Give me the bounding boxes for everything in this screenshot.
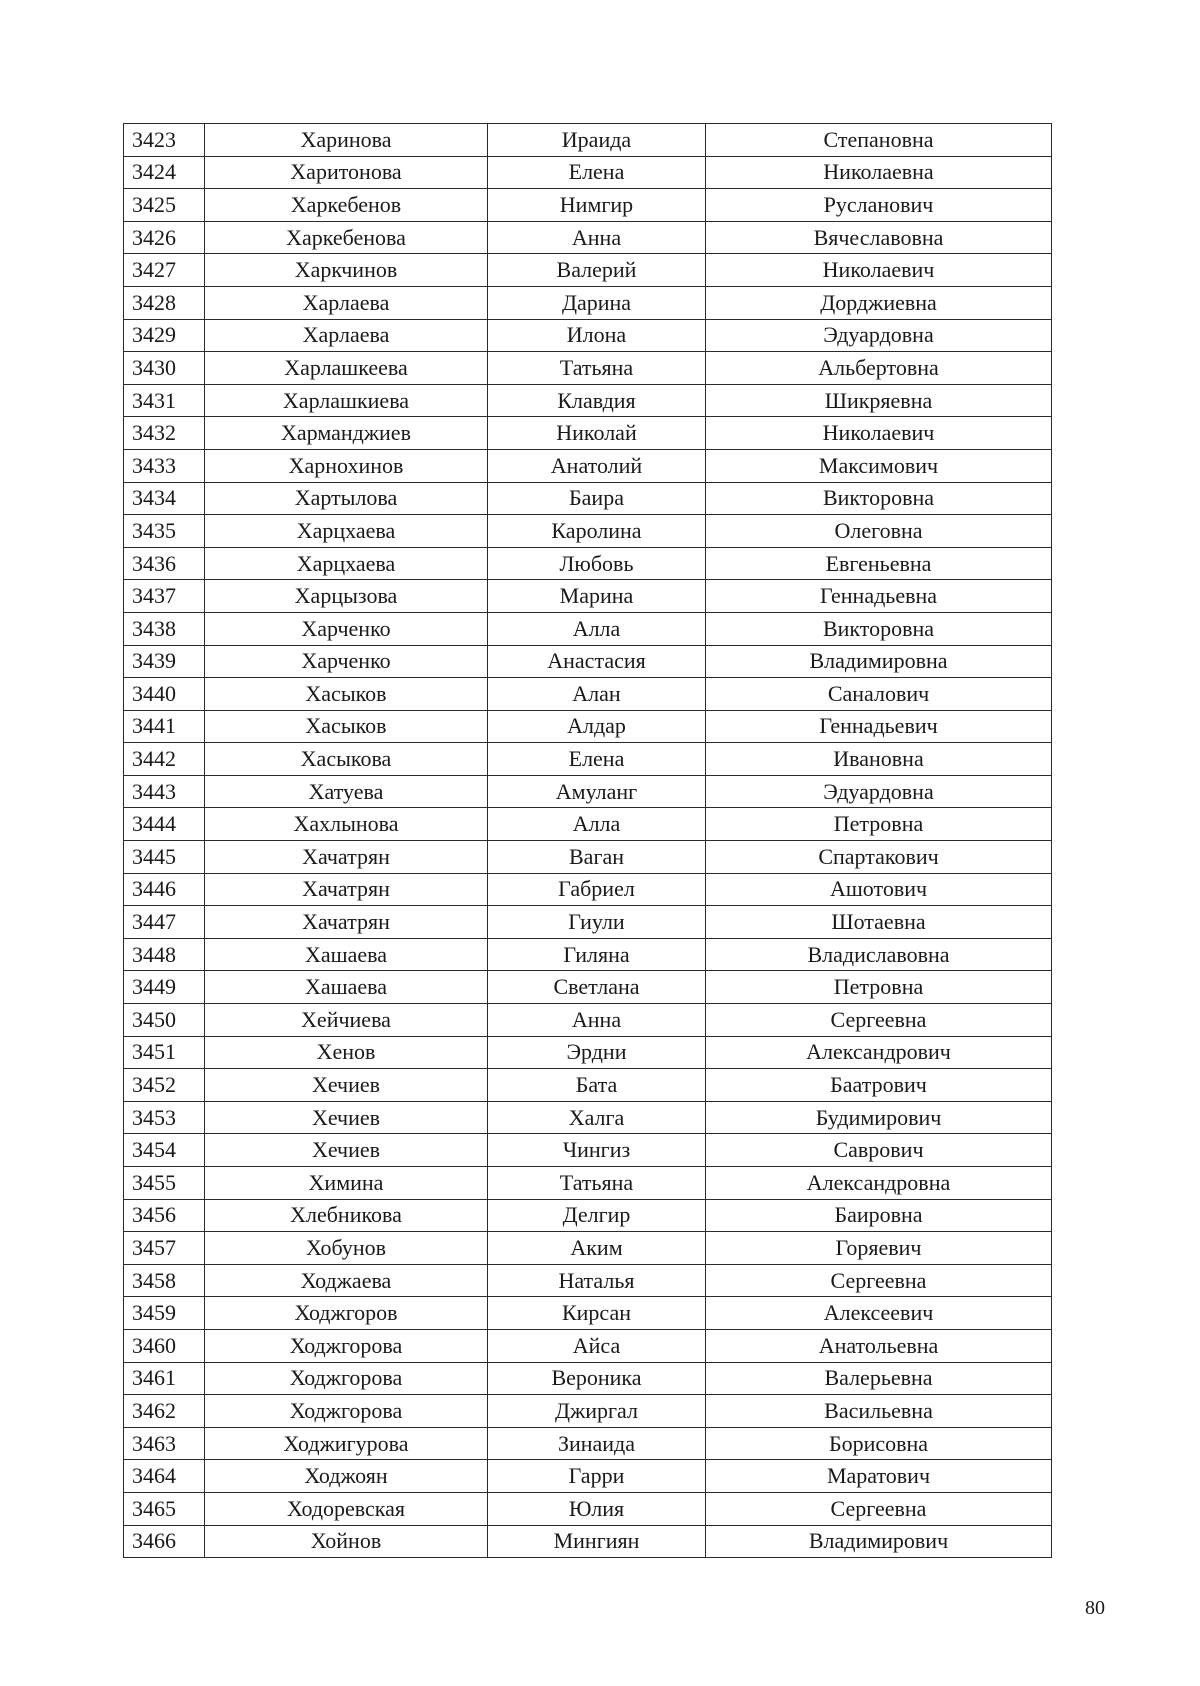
first-name-cell: Гарри xyxy=(488,1460,706,1493)
row-number-cell: 3440 xyxy=(124,678,205,711)
row-number-cell: 3461 xyxy=(124,1362,205,1395)
row-number-cell: 3456 xyxy=(124,1199,205,1232)
surname-cell: Хасыкова xyxy=(205,743,488,776)
table-row xyxy=(124,124,1052,157)
first-name-cell: Елена xyxy=(488,156,706,189)
first-name-cell: Юлия xyxy=(488,1492,706,1525)
surname-cell: Хатуева xyxy=(205,775,488,808)
table-row xyxy=(124,482,1052,515)
first-name-cell: Амуланг xyxy=(488,775,706,808)
surname-cell: Ходжгоров xyxy=(205,1297,488,1330)
row-number-cell: 3437 xyxy=(124,580,205,613)
table-row xyxy=(124,1167,1052,1200)
first-name-cell: Ираида xyxy=(488,124,706,157)
patronymic-cell: Александрович xyxy=(706,1036,1052,1069)
surname-cell: Харитонова xyxy=(205,156,488,189)
patronymic-cell: Сергеевна xyxy=(706,1004,1052,1037)
first-name-cell: Анатолий xyxy=(488,449,706,482)
row-number-cell: 3434 xyxy=(124,482,205,515)
patronymic-cell: Максимович xyxy=(706,449,1052,482)
surname-cell: Хейчиева xyxy=(205,1004,488,1037)
first-name-cell: Дарина xyxy=(488,286,706,319)
table-row xyxy=(124,1395,1052,1428)
first-name-cell: Анна xyxy=(488,221,706,254)
patronymic-cell: Николаевич xyxy=(706,417,1052,450)
row-number-cell: 3425 xyxy=(124,189,205,222)
patronymic-cell: Александровна xyxy=(706,1167,1052,1200)
table-row xyxy=(124,189,1052,222)
table-row xyxy=(124,1036,1052,1069)
surname-cell: Ходжгорова xyxy=(205,1395,488,1428)
surname-cell: Хечиев xyxy=(205,1101,488,1134)
patronymic-cell: Алексеевич xyxy=(706,1297,1052,1330)
first-name-cell: Наталья xyxy=(488,1264,706,1297)
first-name-cell: Нимгир xyxy=(488,189,706,222)
surname-cell: Харинова xyxy=(205,124,488,157)
surname-cell: Хашаева xyxy=(205,971,488,1004)
first-name-cell: Джиргал xyxy=(488,1395,706,1428)
table-row xyxy=(124,449,1052,482)
table-row xyxy=(124,678,1052,711)
patronymic-cell: Шикряевна xyxy=(706,384,1052,417)
patronymic-cell: Владиславовна xyxy=(706,938,1052,971)
row-number-cell: 3449 xyxy=(124,971,205,1004)
first-name-cell: Эрдни xyxy=(488,1036,706,1069)
patronymic-cell: Сергеевна xyxy=(706,1264,1052,1297)
first-name-cell: Аким xyxy=(488,1232,706,1265)
table-row xyxy=(124,254,1052,287)
row-number-cell: 3452 xyxy=(124,1069,205,1102)
table-row xyxy=(124,808,1052,841)
table-row xyxy=(124,515,1052,548)
row-number-cell: 3435 xyxy=(124,515,205,548)
surname-cell: Харкебенов xyxy=(205,189,488,222)
surname-cell: Хенов xyxy=(205,1036,488,1069)
table-row xyxy=(124,906,1052,939)
first-name-cell: Баира xyxy=(488,482,706,515)
table-row xyxy=(124,352,1052,385)
surname-cell: Хасыков xyxy=(205,710,488,743)
surname-cell: Хечиев xyxy=(205,1134,488,1167)
table-row xyxy=(124,743,1052,776)
patronymic-cell: Эдуардовна xyxy=(706,775,1052,808)
row-number-cell: 3423 xyxy=(124,124,205,157)
table-row xyxy=(124,417,1052,450)
row-number-cell: 3427 xyxy=(124,254,205,287)
table-row xyxy=(124,384,1052,417)
patronymic-cell: Ивановна xyxy=(706,743,1052,776)
surname-cell: Хечиев xyxy=(205,1069,488,1102)
patronymic-cell: Саврович xyxy=(706,1134,1052,1167)
surname-cell: Хачатрян xyxy=(205,841,488,874)
row-number-cell: 3466 xyxy=(124,1525,205,1558)
surname-cell: Харкчинов xyxy=(205,254,488,287)
patronymic-cell: Владимировна xyxy=(706,645,1052,678)
surname-cell: Ходжгорова xyxy=(205,1329,488,1362)
patronymic-cell: Баатрович xyxy=(706,1069,1052,1102)
table-row xyxy=(124,1134,1052,1167)
table-row xyxy=(124,1525,1052,1558)
surname-cell: Харлашкиева xyxy=(205,384,488,417)
patronymic-cell: Степановна xyxy=(706,124,1052,157)
table-row xyxy=(124,1492,1052,1525)
row-number-cell: 3459 xyxy=(124,1297,205,1330)
table-row xyxy=(124,775,1052,808)
patronymic-cell: Владимирович xyxy=(706,1525,1052,1558)
first-name-cell: Алдар xyxy=(488,710,706,743)
patronymic-cell: Борисовна xyxy=(706,1427,1052,1460)
patronymic-cell: Викторовна xyxy=(706,482,1052,515)
table-row xyxy=(124,580,1052,613)
surname-cell: Харцхаева xyxy=(205,547,488,580)
first-name-cell: Татьяна xyxy=(488,352,706,385)
first-name-cell: Клавдия xyxy=(488,384,706,417)
first-name-cell: Алла xyxy=(488,612,706,645)
row-number-cell: 3458 xyxy=(124,1264,205,1297)
first-name-cell: Гиули xyxy=(488,906,706,939)
row-number-cell: 3455 xyxy=(124,1167,205,1200)
patronymic-cell: Васильевна xyxy=(706,1395,1052,1428)
surname-cell: Харлаева xyxy=(205,286,488,319)
patronymic-cell: Альбертовна xyxy=(706,352,1052,385)
surname-cell: Харлашкеева xyxy=(205,352,488,385)
table-row xyxy=(124,1232,1052,1265)
first-name-cell: Татьяна xyxy=(488,1167,706,1200)
table-row xyxy=(124,221,1052,254)
patronymic-cell: Баировна xyxy=(706,1199,1052,1232)
patronymic-cell: Дорджиевна xyxy=(706,286,1052,319)
surname-cell: Харцхаева xyxy=(205,515,488,548)
row-number-cell: 3431 xyxy=(124,384,205,417)
table-row xyxy=(124,710,1052,743)
row-number-cell: 3433 xyxy=(124,449,205,482)
table-row xyxy=(124,612,1052,645)
patronymic-cell: Николаевна xyxy=(706,156,1052,189)
surname-cell: Хачатрян xyxy=(205,873,488,906)
table-row xyxy=(124,1460,1052,1493)
surname-cell: Харченко xyxy=(205,612,488,645)
row-number-cell: 3443 xyxy=(124,775,205,808)
surname-cell: Ходжигурова xyxy=(205,1427,488,1460)
table-row xyxy=(124,1101,1052,1134)
table-row xyxy=(124,1362,1052,1395)
name-table-body xyxy=(124,124,1052,1558)
row-number-cell: 3445 xyxy=(124,841,205,874)
first-name-cell: Светлана xyxy=(488,971,706,1004)
surname-cell: Ходжгорова xyxy=(205,1362,488,1395)
row-number-cell: 3453 xyxy=(124,1101,205,1134)
table-row xyxy=(124,1199,1052,1232)
patronymic-cell: Петровна xyxy=(706,808,1052,841)
surname-cell: Хасыков xyxy=(205,678,488,711)
first-name-cell: Айса xyxy=(488,1329,706,1362)
table-row xyxy=(124,971,1052,1004)
surname-cell: Харцызова xyxy=(205,580,488,613)
row-number-cell: 3457 xyxy=(124,1232,205,1265)
row-number-cell: 3430 xyxy=(124,352,205,385)
row-number-cell: 3454 xyxy=(124,1134,205,1167)
surname-cell: Харкебенова xyxy=(205,221,488,254)
first-name-cell: Вероника xyxy=(488,1362,706,1395)
patronymic-cell: Горяевич xyxy=(706,1232,1052,1265)
surname-cell: Ходоревская xyxy=(205,1492,488,1525)
patronymic-cell: Николаевич xyxy=(706,254,1052,287)
patronymic-cell: Вячеславовна xyxy=(706,221,1052,254)
surname-cell: Харлаева xyxy=(205,319,488,352)
surname-cell: Харнохинов xyxy=(205,449,488,482)
first-name-cell: Бата xyxy=(488,1069,706,1102)
first-name-cell: Чингиз xyxy=(488,1134,706,1167)
first-name-cell: Гиляна xyxy=(488,938,706,971)
first-name-cell: Любовь xyxy=(488,547,706,580)
row-number-cell: 3464 xyxy=(124,1460,205,1493)
row-number-cell: 3438 xyxy=(124,612,205,645)
table-row xyxy=(124,938,1052,971)
first-name-cell: Габриел xyxy=(488,873,706,906)
first-name-cell: Кирсан xyxy=(488,1297,706,1330)
surname-cell: Харманджиев xyxy=(205,417,488,450)
surname-cell: Хачатрян xyxy=(205,906,488,939)
row-number-cell: 3428 xyxy=(124,286,205,319)
table-row xyxy=(124,873,1052,906)
first-name-cell: Анастасия xyxy=(488,645,706,678)
first-name-cell: Зинаида xyxy=(488,1427,706,1460)
row-number-cell: 3465 xyxy=(124,1492,205,1525)
patronymic-cell: Эдуардовна xyxy=(706,319,1052,352)
row-number-cell: 3462 xyxy=(124,1395,205,1428)
patronymic-cell: Геннадьевич xyxy=(706,710,1052,743)
row-number-cell: 3448 xyxy=(124,938,205,971)
table-row xyxy=(124,156,1052,189)
patronymic-cell: Спартакович xyxy=(706,841,1052,874)
first-name-cell: Ваган xyxy=(488,841,706,874)
surname-cell: Хойнов xyxy=(205,1525,488,1558)
table-row xyxy=(124,645,1052,678)
row-number-cell: 3442 xyxy=(124,743,205,776)
patronymic-cell: Евгеньевна xyxy=(706,547,1052,580)
row-number-cell: 3460 xyxy=(124,1329,205,1362)
row-number-cell: 3439 xyxy=(124,645,205,678)
first-name-cell: Марина xyxy=(488,580,706,613)
row-number-cell: 3450 xyxy=(124,1004,205,1037)
row-number-cell: 3436 xyxy=(124,547,205,580)
table-row xyxy=(124,1004,1052,1037)
surname-cell: Хлебникова xyxy=(205,1199,488,1232)
first-name-cell: Каролина xyxy=(488,515,706,548)
surname-cell: Ходжаева xyxy=(205,1264,488,1297)
name-table xyxy=(123,123,1052,1558)
surname-cell: Хашаева xyxy=(205,938,488,971)
table-row xyxy=(124,286,1052,319)
patronymic-cell: Анатольевна xyxy=(706,1329,1052,1362)
first-name-cell: Елена xyxy=(488,743,706,776)
first-name-cell: Мингиян xyxy=(488,1525,706,1558)
first-name-cell: Халга xyxy=(488,1101,706,1134)
row-number-cell: 3451 xyxy=(124,1036,205,1069)
first-name-cell: Николай xyxy=(488,417,706,450)
first-name-cell: Валерий xyxy=(488,254,706,287)
first-name-cell: Делгир xyxy=(488,1199,706,1232)
patronymic-cell: Русланович xyxy=(706,189,1052,222)
surname-cell: Хахлынова xyxy=(205,808,488,841)
row-number-cell: 3429 xyxy=(124,319,205,352)
first-name-cell: Анна xyxy=(488,1004,706,1037)
surname-cell: Харченко xyxy=(205,645,488,678)
surname-cell: Хартылова xyxy=(205,482,488,515)
patronymic-cell: Викторовна xyxy=(706,612,1052,645)
surname-cell: Химина xyxy=(205,1167,488,1200)
patronymic-cell: Петровна xyxy=(706,971,1052,1004)
row-number-cell: 3447 xyxy=(124,906,205,939)
first-name-cell: Алла xyxy=(488,808,706,841)
patronymic-cell: Будимирович xyxy=(706,1101,1052,1134)
table-row xyxy=(124,1297,1052,1330)
patronymic-cell: Сергеевна xyxy=(706,1492,1052,1525)
patronymic-cell: Шотаевна xyxy=(706,906,1052,939)
row-number-cell: 3424 xyxy=(124,156,205,189)
table-row xyxy=(124,841,1052,874)
first-name-cell: Илона xyxy=(488,319,706,352)
row-number-cell: 3432 xyxy=(124,417,205,450)
patronymic-cell: Валерьевна xyxy=(706,1362,1052,1395)
table-row xyxy=(124,319,1052,352)
row-number-cell: 3444 xyxy=(124,808,205,841)
patronymic-cell: Маратович xyxy=(706,1460,1052,1493)
row-number-cell: 3426 xyxy=(124,221,205,254)
patronymic-cell: Саналович xyxy=(706,678,1052,711)
table-row xyxy=(124,1264,1052,1297)
table-row xyxy=(124,1069,1052,1102)
patronymic-cell: Геннадьевна xyxy=(706,580,1052,613)
row-number-cell: 3441 xyxy=(124,710,205,743)
row-number-cell: 3446 xyxy=(124,873,205,906)
table-row xyxy=(124,547,1052,580)
first-name-cell: Алан xyxy=(488,678,706,711)
table-row xyxy=(124,1427,1052,1460)
row-number-cell: 3463 xyxy=(124,1427,205,1460)
patronymic-cell: Олеговна xyxy=(706,515,1052,548)
surname-cell: Хобунов xyxy=(205,1232,488,1265)
surname-cell: Ходжоян xyxy=(205,1460,488,1493)
table-row xyxy=(124,1329,1052,1362)
page-number: 80 xyxy=(1085,1597,1105,1619)
patronymic-cell: Ашотович xyxy=(706,873,1052,906)
